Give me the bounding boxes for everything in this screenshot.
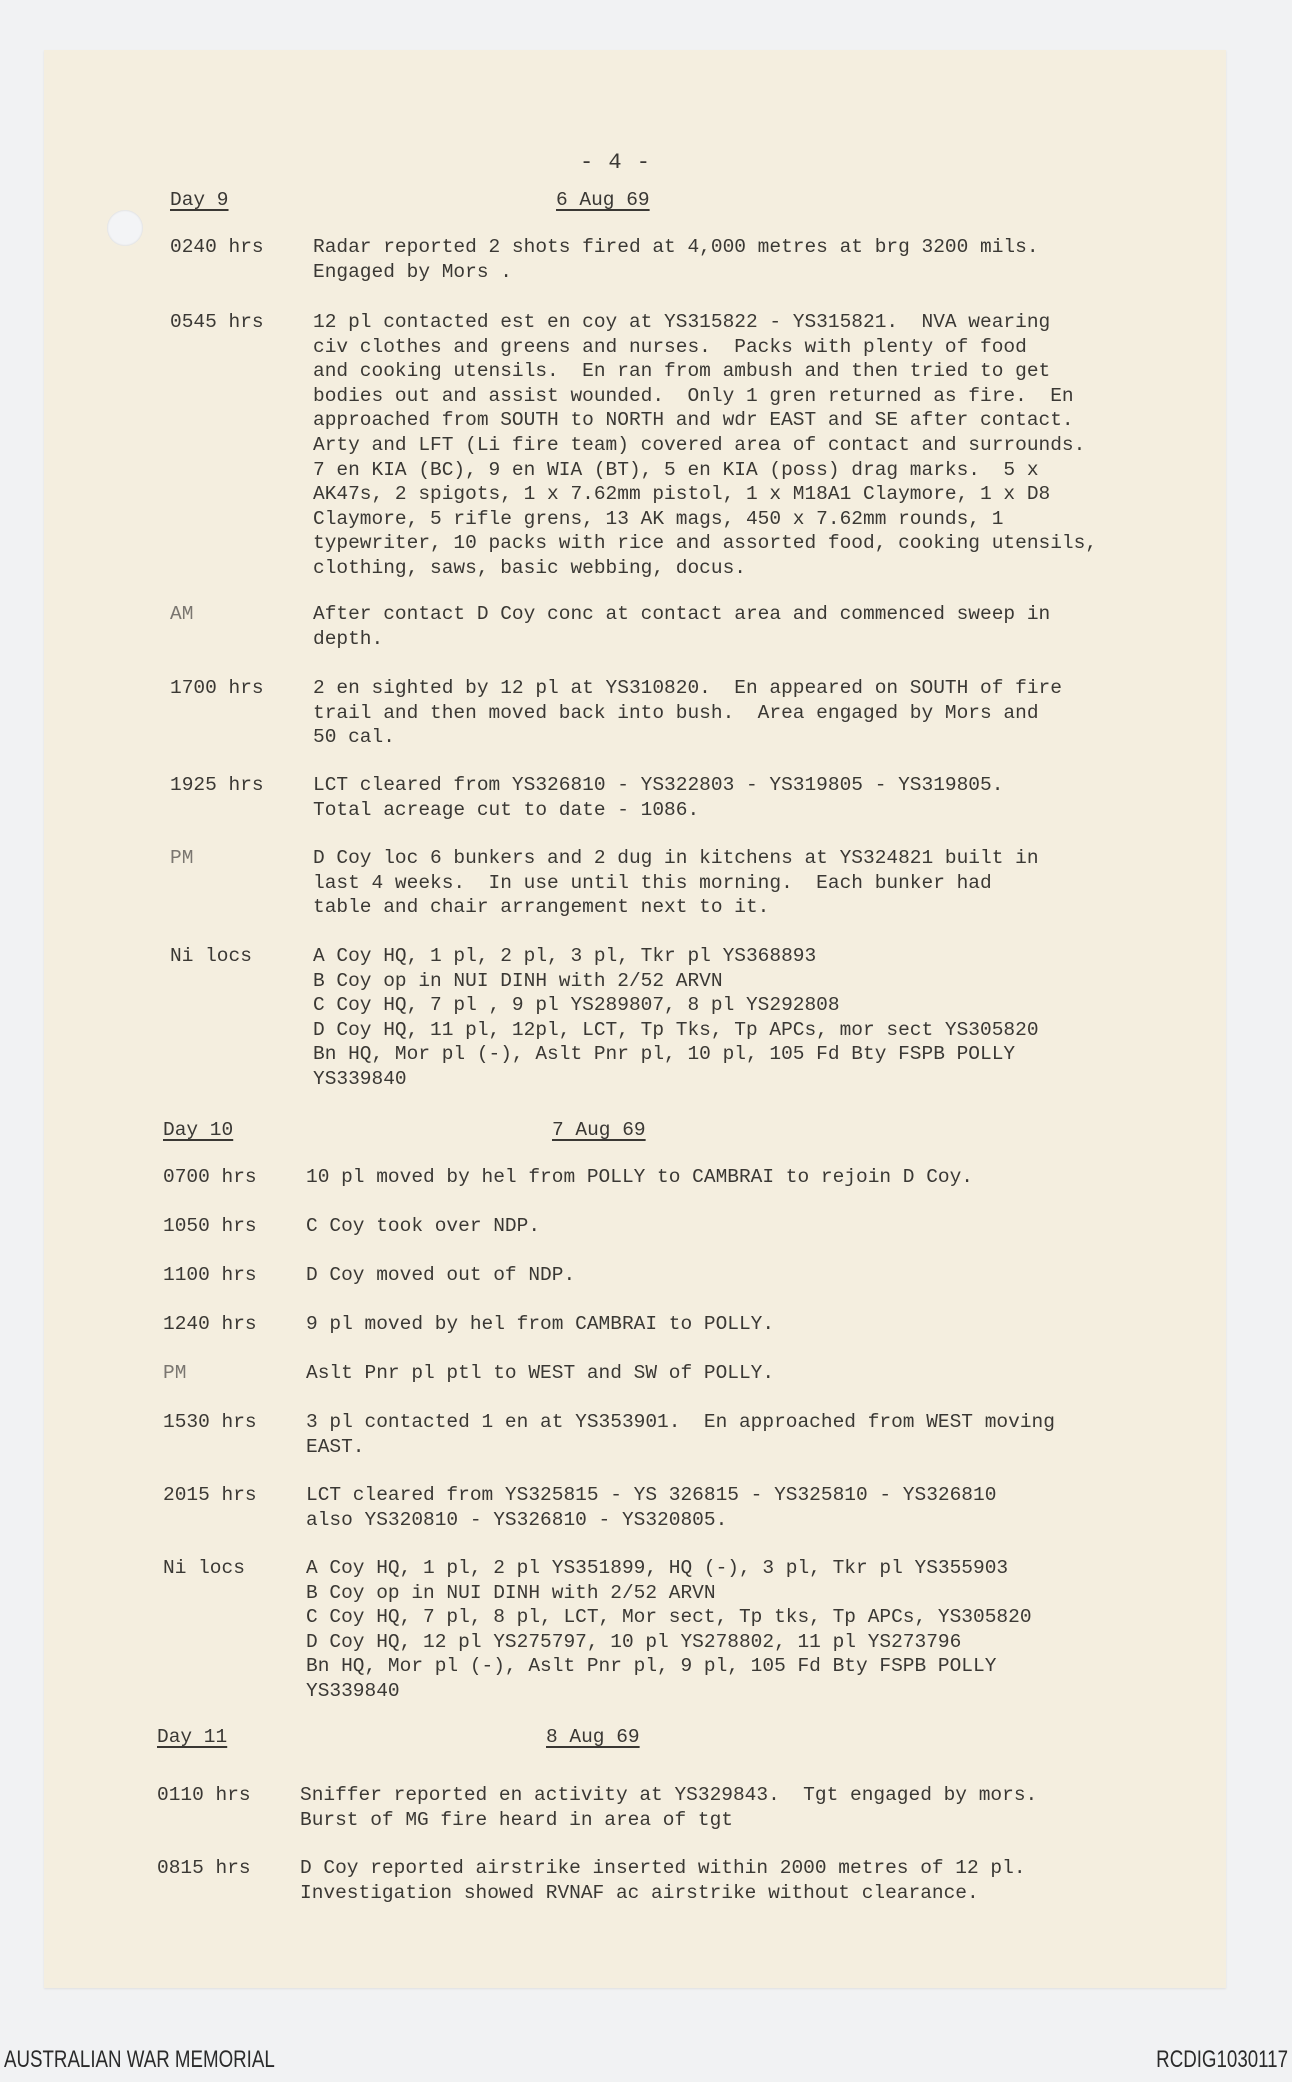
date-heading: 8 Aug 69 bbox=[546, 1726, 640, 1748]
page-number: - 4 - bbox=[580, 150, 652, 175]
entry-time: AM bbox=[170, 603, 194, 625]
entry-text-line: also YS320810 - YS326810 - YS320805. bbox=[306, 1508, 728, 1531]
entry-text-line: Arty and LFT (Li fire team) covered area of contact and surrounds. bbox=[313, 434, 1086, 456]
entry-time: 2015 hrs bbox=[163, 1484, 257, 1506]
entry-text-line: Engaged by Mors . bbox=[313, 260, 512, 283]
day-heading: Day 9 bbox=[170, 189, 229, 211]
entry-text-line: A Coy HQ, 1 pl, 2 pl, 3 pl, Tkr pl YS368893 bbox=[313, 945, 817, 967]
entry-text-line: last 4 weeks. In use until this morning. Each bunker had bbox=[313, 871, 992, 894]
date-heading: 6 Aug 69 bbox=[556, 189, 650, 211]
entry-text-line: 50 cal. bbox=[313, 726, 395, 749]
entry-text-line: Sniffer reported en activity at YS329843. Tgt engaged by mors. bbox=[300, 1784, 1038, 1806]
entry-text-line: B Coy op in NUI DINH with 2/52 ARVN bbox=[306, 1581, 716, 1604]
entry-text-line: 2 en sighted by 12 pl at YS310820. En appeared on SOUTH of fire bbox=[313, 677, 1062, 699]
entry-text-line: AK47s, 2 spigots, 1 x 7.62mm pistol, 1 x M18A1 Claymore, 1 x D8 bbox=[313, 483, 1051, 506]
entry-text-line: EAST. bbox=[306, 1435, 365, 1458]
day-heading: Day 10 bbox=[163, 1119, 234, 1141]
footer-archive-name: AUSTRALIAN WAR MEMORIAL bbox=[4, 2046, 275, 2073]
entry-time: PM bbox=[170, 847, 194, 869]
punch-hole bbox=[107, 210, 143, 246]
entry-time: 1100 hrs bbox=[163, 1264, 257, 1286]
entry-text-line: depth. bbox=[313, 627, 384, 650]
day-heading: Day 11 bbox=[157, 1726, 228, 1748]
entry-text-line: Aslt Pnr pl ptl to WEST and SW of POLLY. bbox=[306, 1362, 775, 1384]
entry-text-line: Bn HQ, Mor pl (-), Aslt Pnr pl, 9 pl, 105 Fd Bty FSPB POLLY bbox=[306, 1655, 997, 1678]
entry-text-line: D Coy moved out of NDP. bbox=[306, 1264, 576, 1286]
entry-text-line: 3 pl contacted 1 en at YS353901. En approached from WEST moving bbox=[306, 1411, 1055, 1433]
entry-text-line: B Coy op in NUI DINH with 2/52 ARVN bbox=[313, 969, 723, 992]
entry-text-line: YS339840 bbox=[313, 1068, 407, 1090]
entry-time: 1925 hrs bbox=[170, 774, 264, 796]
entry-text-line: YS339840 bbox=[306, 1680, 400, 1702]
entry-time: PM bbox=[163, 1362, 187, 1384]
entry-text-line: 12 pl contacted est en coy at YS315822 - YS315821. NVA wearing bbox=[313, 311, 1051, 333]
entry-time: 1700 hrs bbox=[170, 677, 264, 699]
entry-text-line: After contact D Coy conc at contact area and commenced sweep in bbox=[313, 603, 1051, 625]
entry-text-line: bodies out and assist wounded. Only 1 gren returned as fire. En bbox=[313, 384, 1074, 407]
footer-reference-id: RCDIG1030117 bbox=[1156, 2046, 1288, 2073]
entry-text-line: Burst of MG fire heard in area of tgt bbox=[300, 1808, 733, 1831]
entry-text-line: D Coy reported airstrike inserted within 2000 metres of 12 pl. bbox=[300, 1857, 1026, 1879]
entry-time: 0240 hrs bbox=[170, 236, 264, 258]
entry-time: Ni locs bbox=[170, 945, 252, 967]
entry-text-line: table and chair arrangement next to it. bbox=[313, 896, 770, 919]
entry-text-line: D Coy HQ, 12 pl YS275797, 10 pl YS278802, 11 pl YS273796 bbox=[306, 1630, 962, 1653]
entry-text-line: Investigation showed RVNAF ac airstrike without clearance. bbox=[300, 1881, 979, 1904]
entry-text-line: clothing, saws, basic webbing, docus. bbox=[313, 557, 746, 579]
entry-text-line: C Coy HQ, 7 pl, 8 pl, LCT, Mor sect, Tp tks, Tp APCs, YS305820 bbox=[306, 1606, 1032, 1629]
entry-text-line: Total acreage cut to date - 1086. bbox=[313, 798, 700, 821]
entry-text-line: civ clothes and greens and nurses. Packs with plenty of food bbox=[313, 335, 1027, 358]
date-heading: 7 Aug 69 bbox=[552, 1119, 646, 1141]
entry-time: 0815 hrs bbox=[157, 1857, 251, 1879]
entry-text-line: approached from SOUTH to NORTH and wdr EAST and SE after contact. bbox=[313, 409, 1074, 432]
entry-text-line: D Coy loc 6 bunkers and 2 dug in kitchens at YS324821 built in bbox=[313, 847, 1039, 869]
entry-time: Ni locs bbox=[163, 1557, 245, 1579]
entry-time: 0545 hrs bbox=[170, 311, 264, 333]
entry-text-line: typewriter, 10 packs with rice and assorted food, cooking utensils, bbox=[313, 532, 1098, 555]
entry-time: 0700 hrs bbox=[163, 1166, 257, 1188]
entry-text-line: Bn HQ, Mor pl (-), Aslt Pnr pl, 10 pl, 105 Fd Bty FSPB POLLY bbox=[313, 1043, 1016, 1066]
entry-text-line: 10 pl moved by hel from POLLY to CAMBRAI to rejoin D Coy. bbox=[306, 1166, 974, 1188]
entry-time: 1050 hrs bbox=[163, 1215, 257, 1237]
entry-text-line: D Coy HQ, 11 pl, 12pl, LCT, Tp Tks, Tp APCs, mor sect YS305820 bbox=[313, 1018, 1039, 1041]
entry-text-line: 9 pl moved by hel from CAMBRAI to POLLY. bbox=[306, 1313, 775, 1335]
entry-text-line: LCT cleared from YS325815 - YS 326815 - YS325810 - YS326810 bbox=[306, 1484, 997, 1506]
entry-text-line: C Coy took over NDP. bbox=[306, 1215, 541, 1237]
entry-text-line: trail and then moved back into bush. Area engaged by Mors and bbox=[313, 701, 1039, 724]
entry-text-line: C Coy HQ, 7 pl , 9 pl YS289807, 8 pl YS292808 bbox=[313, 994, 840, 1017]
entry-text-line: A Coy HQ, 1 pl, 2 pl YS351899, HQ (-), 3 pl, Tkr pl YS355903 bbox=[306, 1557, 1009, 1579]
entry-text-line: Claymore, 5 rifle grens, 13 AK mags, 450 x 7.62mm rounds, 1 bbox=[313, 507, 1004, 530]
entry-text-line: and cooking utensils. En ran from ambush and then tried to get bbox=[313, 360, 1051, 383]
entry-text-line: Radar reported 2 shots fired at 4,000 metres at brg 3200 mils. bbox=[313, 236, 1039, 258]
entry-text-line: 7 en KIA (BC), 9 en WIA (BT), 5 en KIA (poss) drag marks. 5 x bbox=[313, 458, 1039, 481]
entry-time: 1530 hrs bbox=[163, 1411, 257, 1433]
entry-time: 0110 hrs bbox=[157, 1784, 251, 1806]
entry-text-line: LCT cleared from YS326810 - YS322803 - YS319805 - YS319805. bbox=[313, 774, 1004, 796]
entry-time: 1240 hrs bbox=[163, 1313, 257, 1335]
